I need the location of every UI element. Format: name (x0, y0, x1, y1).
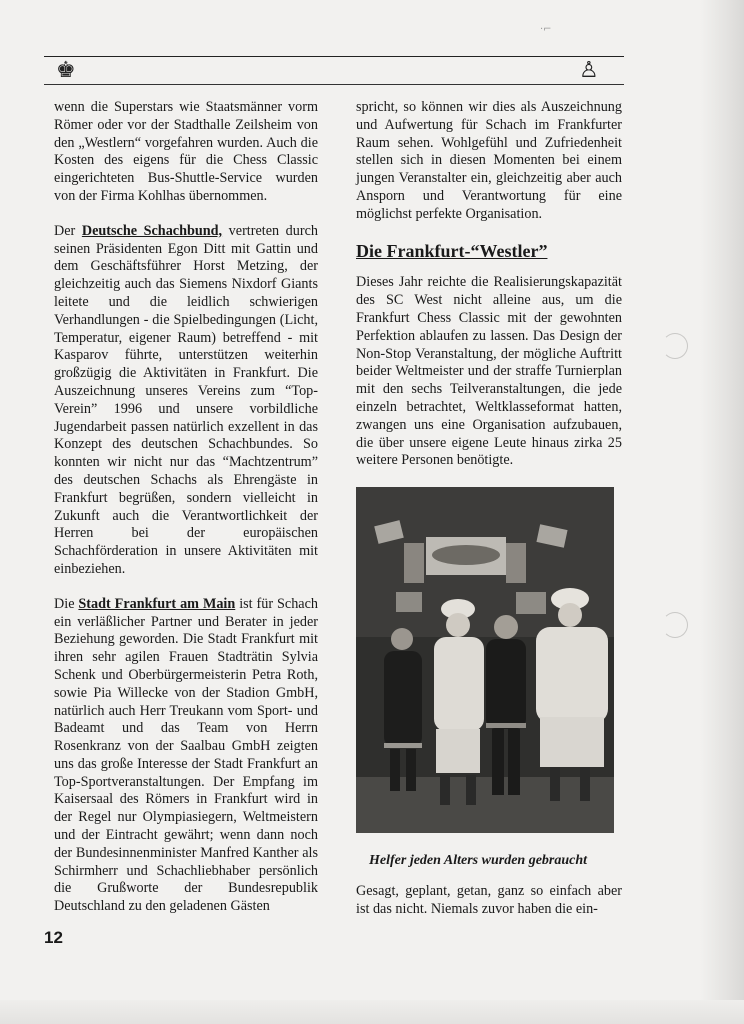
paragraph: Gesagt, geplant, getan, ganz so einfach aber ist das nicht. Niemals zuvor haben die ein- (356, 883, 622, 917)
paragraph-lead: Der (54, 222, 82, 239)
right-column (356, 99, 622, 470)
left-column (54, 99, 318, 916)
paragraph-body: vertreten durch seinen Präsidenten Egon Ditt mit Gattin und dem Geschäftsführer Horst Metzing, der gleichzeitig auch das Siemens Nixdorf Giants leitete und die leidlich schwierigen Verhandlungen - die Spielbedingungen (Licht, Temperatur, eigener Raum) betreffend - mit Kasparov führte, unterstützen weiterhin großzügig die Aktivitäten in Frankfurt. Die Auszeichnung unseres Vereins zum “Top-Verein” 1996 und unsere vorbildliche Jugendarbeit passen natürlich exzellent in das Konzept des deutschen Schachbundes. So konnten wir nicht nur das “Machtzentrum” des deutschen Schachs als Ehrengäste in Frankfurt begrüßen, sondern vielleicht in Zukunft auch die Verantwortlichkeit der Herren bei der europäischen Schachförderation in unsere Aktivitäten mit einbeziehen. (54, 222, 318, 577)
chess-pawn-icon: ♙ (579, 58, 599, 83)
scan-speck: ·⌐ (540, 24, 552, 35)
keyword-schachbund: Deutsche Schachbund, (81, 222, 223, 239)
page-edge-shadow (700, 0, 744, 1024)
page-bottom-edge (0, 1000, 744, 1024)
paragraph: spricht, so können wir dies als Auszeichnung und Aufwertung für Schach im Frankfurter Raum sehen. Wohlgefühl und Zufriedenheit stellen sich in diesen Momenten bei einem jungen Veranstalter ein, gleichzeitig aber auch Ansporn und Verantwortung für eine möglichst perfekte Organisation. (356, 99, 622, 222)
header-rule-bottom (44, 84, 624, 85)
photo-helpers (356, 487, 614, 833)
paragraph-schachbund (54, 223, 318, 579)
photo-caption: Helfer jeden Alters wurden gebraucht (369, 853, 588, 868)
paragraph-lead: Die (54, 595, 79, 612)
paragraph: wenn die Superstars wie Staatsmänner vorm Römer oder vor der Stadthalle Zeilsheim von den „Westlern“ vorgefahren wurden. Auch die Kosten des eigens für die Chess Classic eingerichteten Bus-Shuttle-Service wurden von der Firma Kohlhas übernommen. (54, 99, 318, 204)
paragraph-body: ist für Schach ein verläßlicher Partner und Berater in jeder Beziehung geworden. Die Stadt Frankfurt mit ihren sehr agilen Frauen Stadträtin Sylvia Schenk und Oberbürgermeisterin Petra Roth, sowie Pia Willecke von der Stadion GmbH, natürlich auch Herr Treukann vom Sport- und Badeamt und das Team von Herrn Rosenkranz von der Saalbau GmbH zeigten uns das große Interesse der Stadt Frankfurt an Top-Sportveranstaltungen. Der Empfang im Kaisersaal des Römers in Frankfurt wird in der Regel nur Olympiasiegern, Weltmeistern und der Eintracht gewährt; wenn dann noch der Bundesinnenminister Manfred Kanther als Schirmherr und Schachliebhaber persönlich die Grußworte der Bundesrepublik Deutschland zu den geladenen Gästen (54, 595, 318, 915)
chess-king-icon: ♚ (56, 58, 76, 83)
header-rule-top (44, 56, 624, 57)
section-heading: Die Frankfurt-“Westler” (356, 240, 548, 261)
paragraph: Dieses Jahr reichte die Realisierungskapazität des SC West nicht alleine aus, um die Frankfurt Chess Classic mit der gewohnten Perfektion ablaufen zu lassen. Das Design der Non-Stop Veranstaltung, der mögliche Auftritt beider Weltmeister und der straffe Turnierplan mit den sechs Teilveranstaltungen, die jede einzeln betrachtet, Weltklasseformat hatten, zwangen uns eine Organisation aufzubauen, die über unsere eigene Leute hinaus zirka 25 weitere Personen benötigte. (356, 274, 622, 469)
right-column-continuation (356, 883, 622, 919)
photo-scene (356, 487, 614, 833)
page-number: 12 (44, 928, 63, 947)
binder-hole (662, 612, 688, 638)
paragraph-stadt-frankfurt (54, 596, 318, 916)
binder-hole (662, 333, 688, 359)
keyword-stadt-frankfurt: Stadt Frankfurt am Main (78, 595, 236, 612)
